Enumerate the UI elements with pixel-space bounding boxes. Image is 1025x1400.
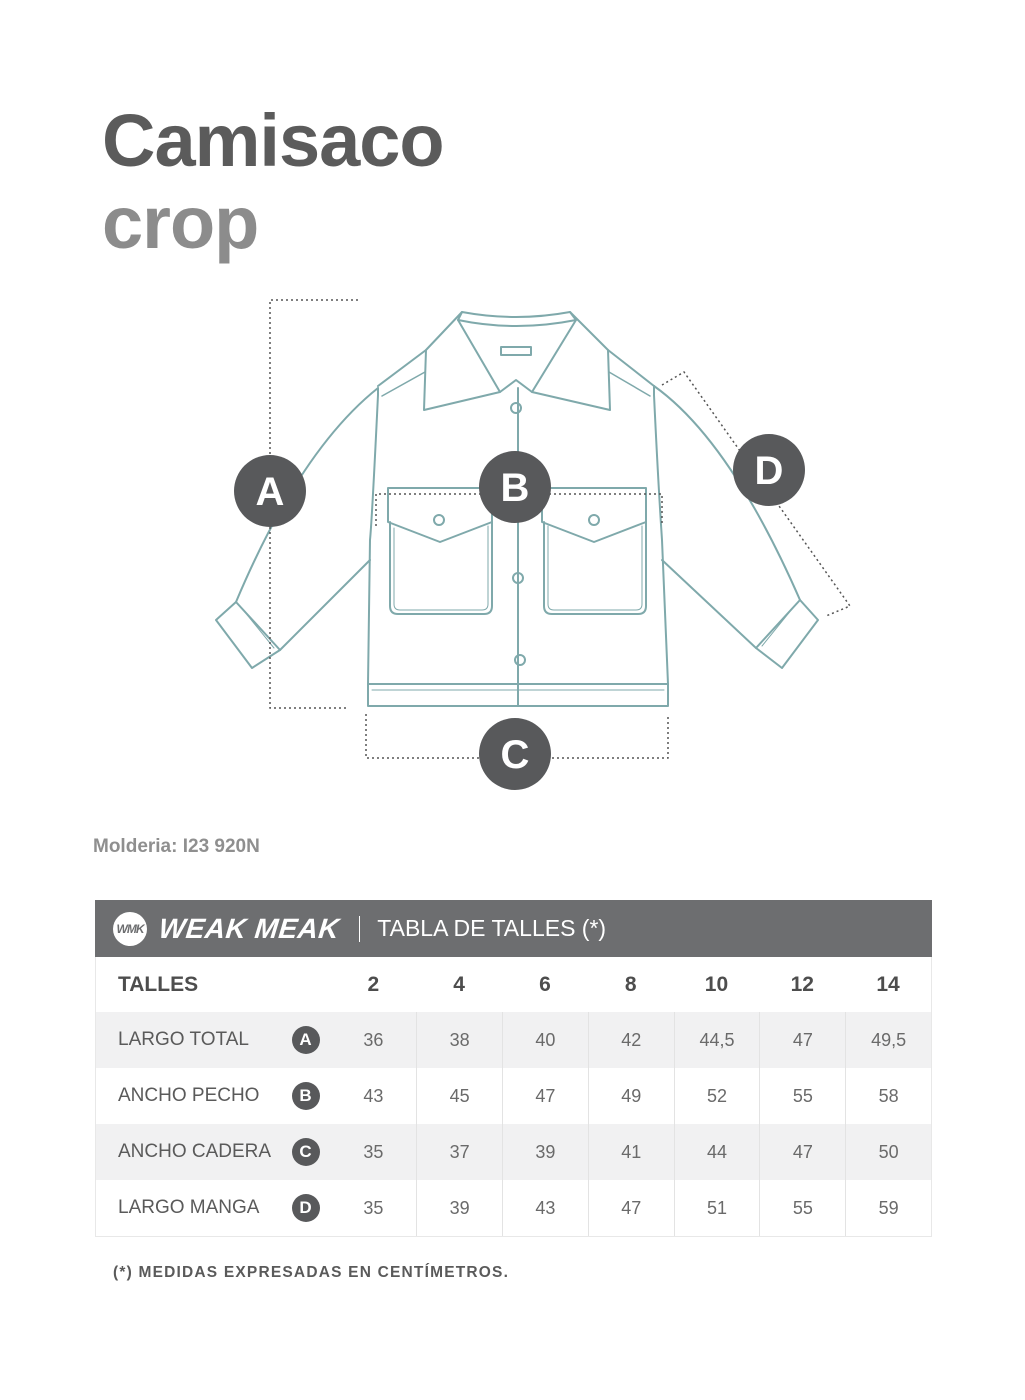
- table-cell: 39: [502, 1124, 588, 1180]
- size-header-cell: 10: [704, 972, 729, 996]
- badge-d-label: D: [754, 449, 784, 493]
- table-cell: 47: [588, 1180, 674, 1236]
- table-cell: 36: [363, 1029, 384, 1050]
- table-cell: 55: [759, 1180, 845, 1236]
- table-cell: 35: [363, 1197, 384, 1218]
- footnote: (*) MEDIDAS EXPRESADAS EN CENTÍMETROS.: [113, 1264, 510, 1281]
- badge-c: [479, 718, 551, 790]
- size-header-cell: 6: [539, 972, 551, 996]
- measure-label: ANCHO CADERA: [118, 1141, 272, 1162]
- measure-label: LARGO MANGA: [118, 1197, 260, 1218]
- size-header-label: TALLES: [118, 972, 199, 996]
- right-sleeve-outline: [654, 386, 800, 648]
- product-title-line1: Camisaco: [102, 99, 444, 182]
- table-cell: 42: [588, 1012, 674, 1068]
- table-cell: 35: [363, 1141, 384, 1162]
- badge-b-label: B: [500, 466, 530, 510]
- table-cell: 39: [416, 1180, 502, 1236]
- table-cell: 55: [759, 1068, 845, 1124]
- table-cell: 52: [674, 1068, 760, 1124]
- product-title: [102, 100, 444, 264]
- size-table-header: [95, 900, 932, 957]
- table-cell: 47: [502, 1068, 588, 1124]
- brand-name: WEAK MEAK: [157, 912, 341, 944]
- badge-a-label: A: [255, 470, 285, 514]
- table-cell: 58: [845, 1068, 931, 1124]
- size-header-cell: 4: [453, 972, 465, 996]
- table-cell: 43: [363, 1085, 384, 1106]
- badge-c-label: C: [500, 733, 530, 777]
- measure-label: ANCHO PECHO: [118, 1085, 260, 1106]
- size-header-cell: 12: [790, 972, 814, 996]
- jacket-illustration: [0, 280, 1025, 810]
- size-header-cell: 2: [367, 972, 380, 996]
- table-cell: 37: [416, 1124, 502, 1180]
- table-cell: 47: [759, 1012, 845, 1068]
- table-cell: 47: [759, 1124, 845, 1180]
- table-cell: 43: [502, 1180, 588, 1236]
- weak-meak-logo: [113, 912, 339, 946]
- jacket-diagram: [0, 280, 1025, 810]
- table-cell: 45: [416, 1068, 502, 1124]
- badge-d: [733, 434, 805, 506]
- size-header-cell: 8: [624, 972, 637, 996]
- table-cell: 40: [502, 1012, 588, 1068]
- product-title-line2: crop: [102, 181, 259, 264]
- measure-badge-icon: A: [292, 1026, 320, 1054]
- size-header-row: [96, 957, 931, 1012]
- table-cell: 38: [416, 1012, 502, 1068]
- table-cell: 41: [588, 1124, 674, 1180]
- table-row: [96, 1124, 931, 1180]
- badge-a: [234, 455, 306, 527]
- measure-badge-icon: B: [292, 1082, 320, 1110]
- table-cell: 44: [674, 1124, 760, 1180]
- table-cell: 51: [674, 1180, 760, 1236]
- table-cell: 49: [588, 1068, 674, 1124]
- size-table: [95, 900, 932, 1237]
- table-row: [96, 1180, 931, 1236]
- table-cell: 59: [845, 1180, 931, 1236]
- size-header-cell: 14: [876, 972, 900, 996]
- table-cell: 44,5: [674, 1012, 760, 1068]
- size-table-title: TABLA DE TALLES (*): [377, 915, 607, 941]
- measure-label: LARGO TOTAL: [118, 1029, 249, 1050]
- molderia-code: Molderia: I23 920N: [93, 836, 260, 857]
- brand-mark-icon: WMK: [113, 912, 147, 946]
- table-row: [96, 1012, 931, 1068]
- table-cell: 50: [845, 1124, 931, 1180]
- table-cell: 49,5: [845, 1012, 931, 1068]
- table-row: [96, 1068, 931, 1124]
- badge-b: [479, 451, 551, 523]
- measure-badge-icon: C: [292, 1138, 320, 1166]
- measure-badge-icon: D: [292, 1194, 320, 1222]
- header-divider: [359, 916, 360, 942]
